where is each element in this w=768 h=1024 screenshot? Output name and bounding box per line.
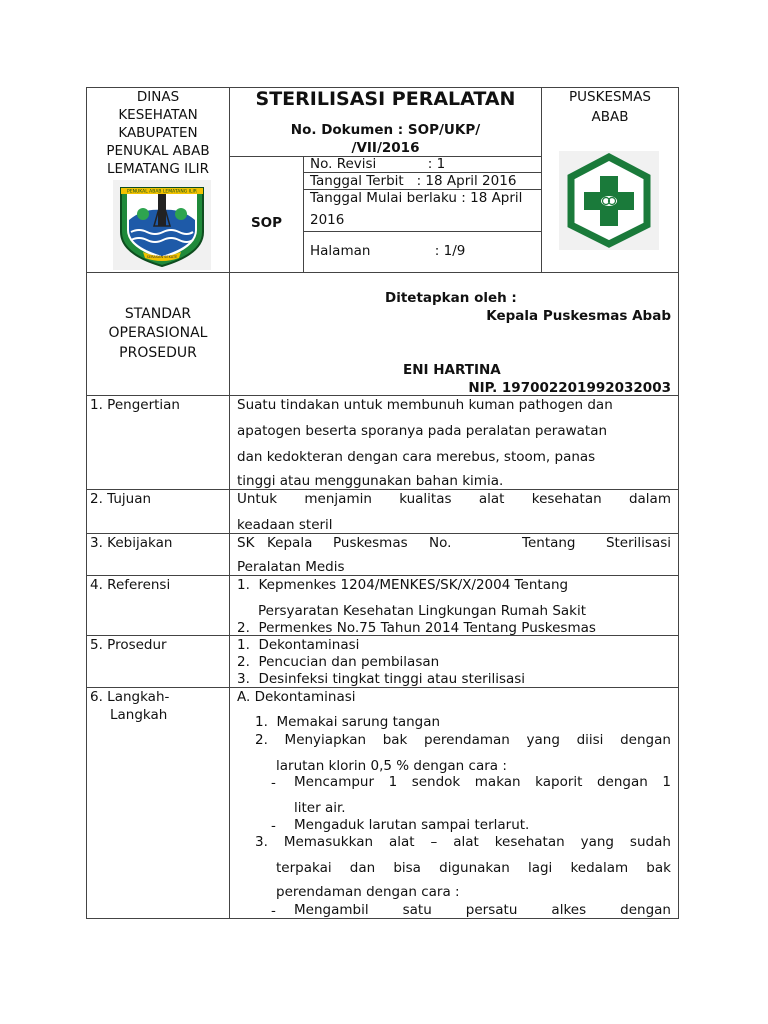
sop-label: SOP [250,215,283,231]
word: – [430,834,438,850]
approved-by-label: Ditetapkan oleh : [385,290,517,306]
word: terpakai [276,860,332,876]
step-item-cont [276,859,671,877]
doc-number-cont: /VII/2016 [351,140,420,156]
word: bisa [393,860,421,876]
word: dengan [596,774,648,790]
puskesmas-logo [559,151,659,250]
word: dalam [628,491,671,507]
word: alkes [551,902,587,918]
list-item-cont: Persyaratan Kesehatan Lingkungan Rumah Sakit [258,603,587,619]
word: kualitas [399,491,452,507]
word: bak [646,860,671,876]
word: Memasukkan [283,834,374,850]
word: Mengambil [294,902,369,918]
text-line: Suatu tindakan untuk membunuh kuman pathogen dan [237,397,613,413]
text-line: dan kedokteran dengan cara merebus, stoom, panas [237,449,596,465]
puskesmas-name: PUSKESMAS [569,89,651,105]
word: makan [474,774,521,790]
word: digunakan [439,860,510,876]
kebijakan-line-2: Peralatan Medis [237,559,345,575]
standar-label: STANDAR [124,306,192,322]
operasional-label: OPERASIONAL [108,325,208,341]
tujuan-line-2: keadaan steril [237,517,333,533]
word: diisi [576,732,604,748]
org-line: PENUKAL ABAB [106,143,210,159]
word: alat [478,491,505,507]
word: No. [429,535,452,551]
word: Mencampur [294,774,375,790]
section-label-langkah: 6. Langkah- [90,689,170,705]
word: dengan [620,732,671,748]
word: 1 [662,774,671,790]
word: Kepala [267,535,313,551]
section-label-kebijakan: 3. Kebijakan [90,535,173,551]
word: alat [453,834,479,850]
text-line: tinggi atau menggunakan bahan kimia. [237,473,504,489]
word: sendok [411,774,461,790]
word: perendaman [424,732,510,748]
sub-item [294,901,671,919]
step-item [255,731,671,749]
issue-date: Tanggal Terbit : 18 April 2016 [310,173,517,189]
sub-item: Mengaduk larutan sampai terlarut. [294,817,530,833]
word: kesehatan [494,834,565,850]
list-item: 1. Dekontaminasi [237,637,360,653]
word: yang [526,732,560,748]
section-label-langkah-cont: Langkah [110,707,168,723]
org-line: LEMATANG ILIR [106,161,210,177]
word: sudah [629,834,671,850]
word: kaporit [535,774,583,790]
list-item: 1. Kepmenkes 1204/MENKES/SK/X/2004 Tentang [237,577,569,593]
dash-bullet: - [271,903,276,919]
word: alat [388,834,415,850]
svg-text:SERASAN SEKATE: SERASAN SEKATE [146,255,178,259]
word: satu [402,902,432,918]
word: yang [580,834,614,850]
word: bak [382,732,408,748]
word: Menyiapkan [284,732,367,748]
word: persatu [465,902,518,918]
org-line: KESEHATAN [118,107,198,123]
list-item: 2. Permenkes No.75 Tahun 2014 Tentang Puskesmas [237,620,596,636]
prosedur-label: PROSEDUR [119,345,197,361]
word: SK [237,535,255,551]
word: kesehatan [531,491,602,507]
approver-name: ENI HARTINA [403,362,501,378]
word: dan [349,860,376,876]
word: 2. [255,732,268,748]
word: 1 [388,774,398,790]
regency-emblem [113,180,211,270]
kebijakan-line-1 [237,534,671,552]
puskesmas-location: ABAB [591,109,629,125]
word: kedalam [570,860,629,876]
word: dengan [620,902,671,918]
org-line: DINAS [136,89,180,105]
tujuan-line-1 [237,490,671,508]
list-item: 2. Pencucian dan pembilasan [237,654,440,670]
effective-date-cont: 2016 [310,212,345,228]
sub-item-cont: liter air. [294,800,346,816]
approver-title: Kepala Puskesmas Abab [486,308,671,324]
sub-item [294,773,671,791]
dash-bullet: - [271,818,276,834]
revision-number: No. Revisi : 1 [310,156,446,172]
word: Puskesmas [333,535,408,551]
approver-nip: NIP. 197002201992032003 [468,380,671,396]
org-line: KABUPATEN [118,125,198,141]
subsection-heading: A. Dekontaminasi [237,689,356,705]
svg-text:PENUKAL ABAB LEMATANG ILIR: PENUKAL ABAB LEMATANG ILIR [127,189,197,195]
text-line: apatogen beserta sporanya pada peralatan perawatan [237,423,608,439]
section-label-tujuan: 2. Tujuan [90,491,152,507]
section-label-referensi: 4. Referensi [90,577,171,593]
section-label-pengertian: 1. Pengertian [90,397,180,413]
step-item: 1. Memakai sarung tangan [255,714,441,730]
word: 3. [255,834,268,850]
document-title: STERILISASI PERALATAN [255,88,516,110]
word: Untuk [237,491,278,507]
word: Tentang [522,535,576,551]
page-count: Halaman : 1/9 [310,243,466,259]
word: Sterilisasi [605,535,671,551]
section-label-prosedur: 5. Prosedur [90,637,167,653]
step-item-cont: larutan klorin 0,5 % dengan cara : [276,758,507,774]
doc-number: No. Dokumen : SOP/UKP/ [290,122,481,138]
effective-date: Tanggal Mulai berlaku : 18 April [310,190,523,206]
list-item: 3. Desinfeksi tingkat tinggi atau sterilisasi [237,671,526,687]
step-item-cont: perendaman dengan cara : [276,884,460,900]
word: menjamin [304,491,372,507]
step-item [255,833,671,851]
word: lagi [527,860,553,876]
dash-bullet: - [271,775,276,791]
